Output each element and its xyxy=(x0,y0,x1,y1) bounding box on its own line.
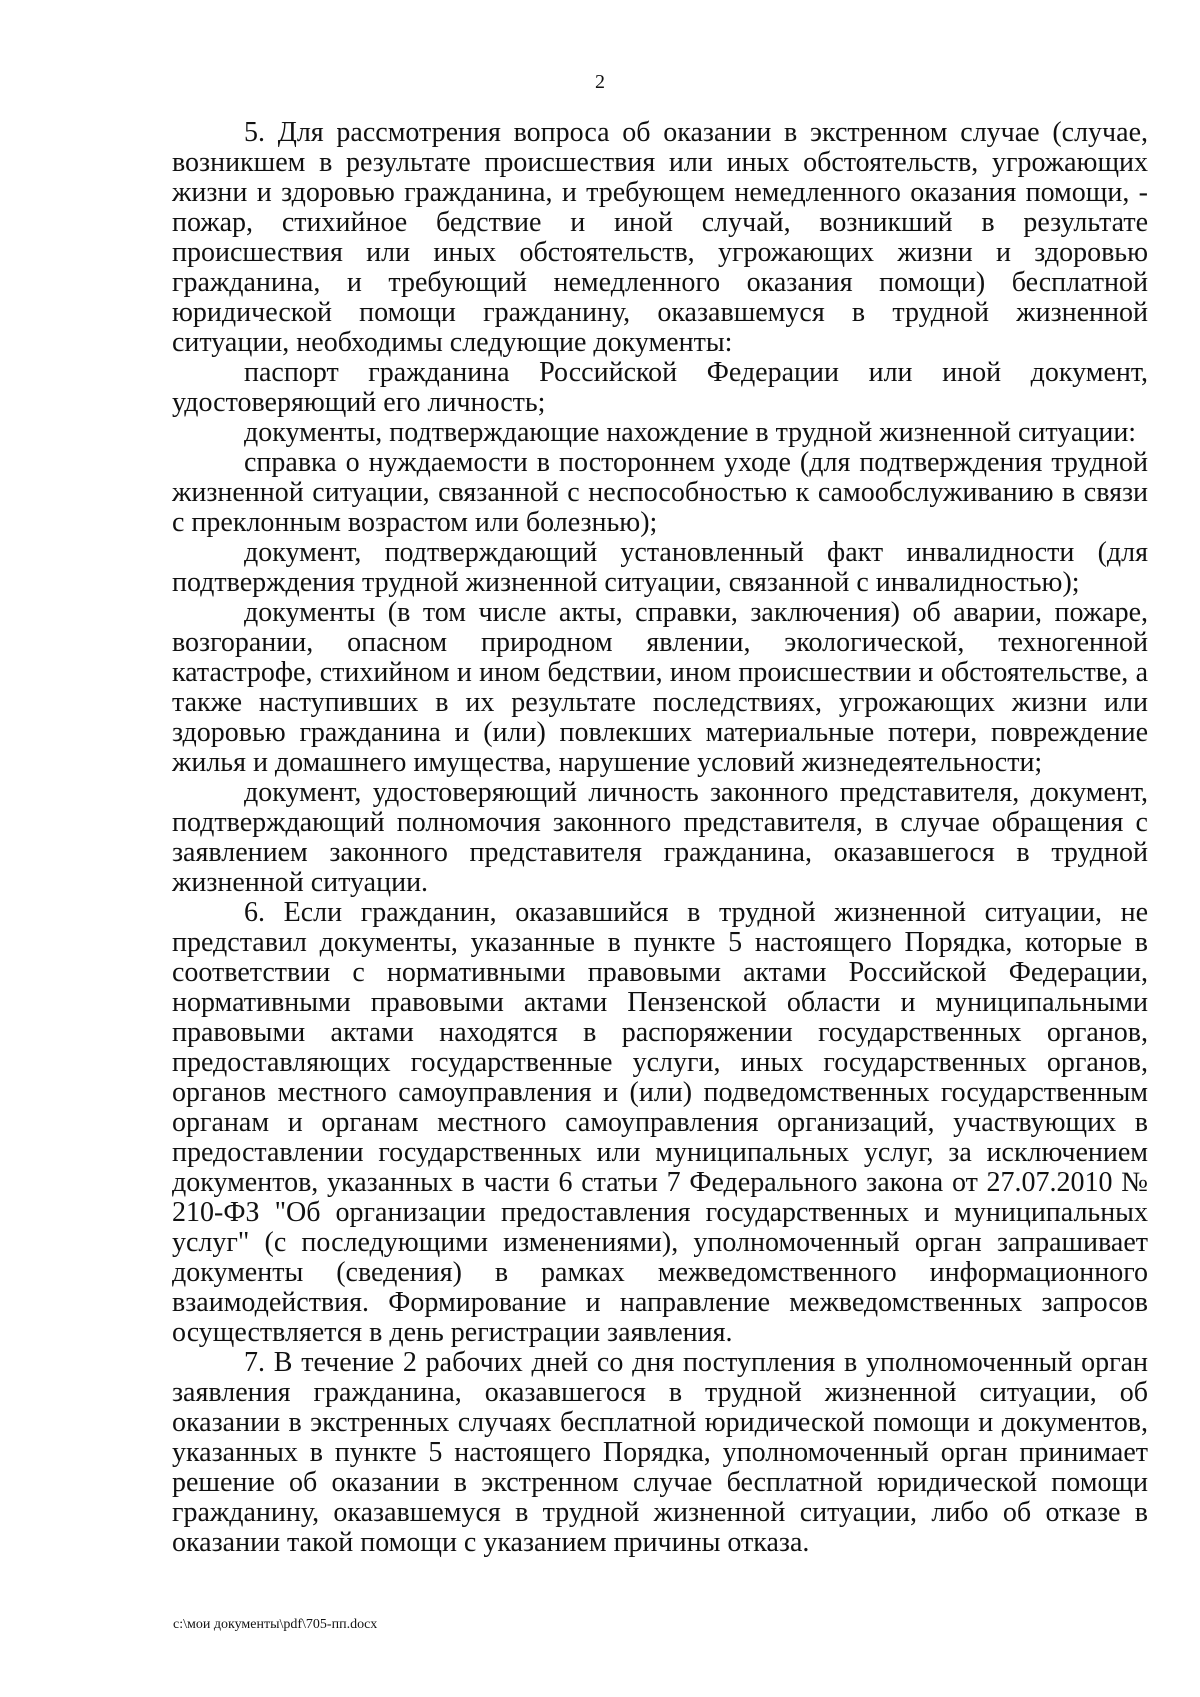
paragraph-care-certificate: справка о нуждаемости в постороннем уходе (для подтверждения трудной жизненной ситуации, связанной с неспособностью к самообслуживанию в связи с преклонным возрастом или болезнью); xyxy=(172,447,1148,538)
document-body xyxy=(172,118,1148,1558)
paragraph-hardship-documents: документы, подтверждающие нахождение в трудной жизненной ситуации: xyxy=(244,417,1137,448)
paragraph-disability-document: документ, подтверждающий установленный факт инвалидности (для подтверждения трудной жизненной ситуации, связанной с инвалидностью); xyxy=(172,537,1148,598)
paragraph-item-6: 6. Если гражданин, оказавшийся в трудной жизненной ситуации, не представил документы, указанные в пункте 5 настоящего Порядка, которые в соответствии с нормативными правовыми актами Российской Федерации, нормативными правовыми актами Пензенской области и муниципальными правовыми актами находятся в распоряжении государственных органов, предоставляющих государственные услуги, иных государственных органов, органов местного самоуправления и (или) подведомственных государственным органам и органам местного самоуправления организаций, участвующих в предоставлении государственных или муниципальных услуг, за исключением документов, указанных в части 6 статьи 7 Федерального закона от 27.07.2010 № 210-ФЗ "Об организации предоставления государственных и муниципальных услуг" (с последующими изменениями), уполномоченный орган запрашивает документы (сведения) в рамках межведомственного информационного взаимодействия. Формирование и направление межведомственных запросов осуществляется в день регистрации заявления. xyxy=(172,897,1148,1348)
footer-file-path: c:\мои документы\pdf\705-пп.docx xyxy=(173,1617,378,1632)
page-number: 2 xyxy=(595,71,605,93)
paragraph-item-7: 7. В течение 2 рабочих дней со дня поступления в уполномоченный орган заявления гражданина, оказавшегося в трудной жизненной ситуации, об оказании в экстренных случаях бесплатной юридической помощи и документов, указанных в пункте 5 настоящего Порядка, уполномоченный орган принимает решение об оказании в экстренном случае бесплатной юридической помощи гражданину, оказавшемуся в трудной жизненной ситуации, либо об отказе в оказании такой помощи с указанием причины отказа. xyxy=(172,1347,1148,1558)
paragraph-item-5: 5. Для рассмотрения вопроса об оказании в экстренном случае (случае, возникшем в результате происшествия или иных обстоятельств, угрожающих жизни и здоровью гражданина, и требующем немедленного оказания помощи, - пожар, стихийное бедствие и иной случай, возникший в результате происшествия или иных обстоятельств, угрожающих жизни и здоровью гражданина, и требующий немедленного оказания помощи) бесплатной юридической помощи гражданину, оказавшемуся в трудной жизненной ситуации, необходимы следующие документы: xyxy=(172,117,1148,358)
paragraph-passport: паспорт гражданина Российской Федерации или иной документ, удостоверяющий его личность; xyxy=(172,357,1148,418)
paragraph-emergency-documents: документы (в том числе акты, справки, заключения) об аварии, пожаре, возгорании, опасном природном явлении, экологической, техногенной катастрофе, стихийном и ином бедствии, ином происшествии и обстоятельстве, а также наступивших в их результате последствиях, угрожающих жизни или здоровью гражданина и (или) повлекших материальные потери, повреждение жилья и домашнего имущества, нарушение условий жизнедеятельности; xyxy=(172,597,1148,778)
paragraph-representative-documents: документ, удостоверяющий личность законного представителя, документ, подтверждающий полномочия законного представителя, в случае обращения с заявлением законного представителя гражданина, оказавшегося в трудной жизненной ситуации. xyxy=(172,777,1148,898)
